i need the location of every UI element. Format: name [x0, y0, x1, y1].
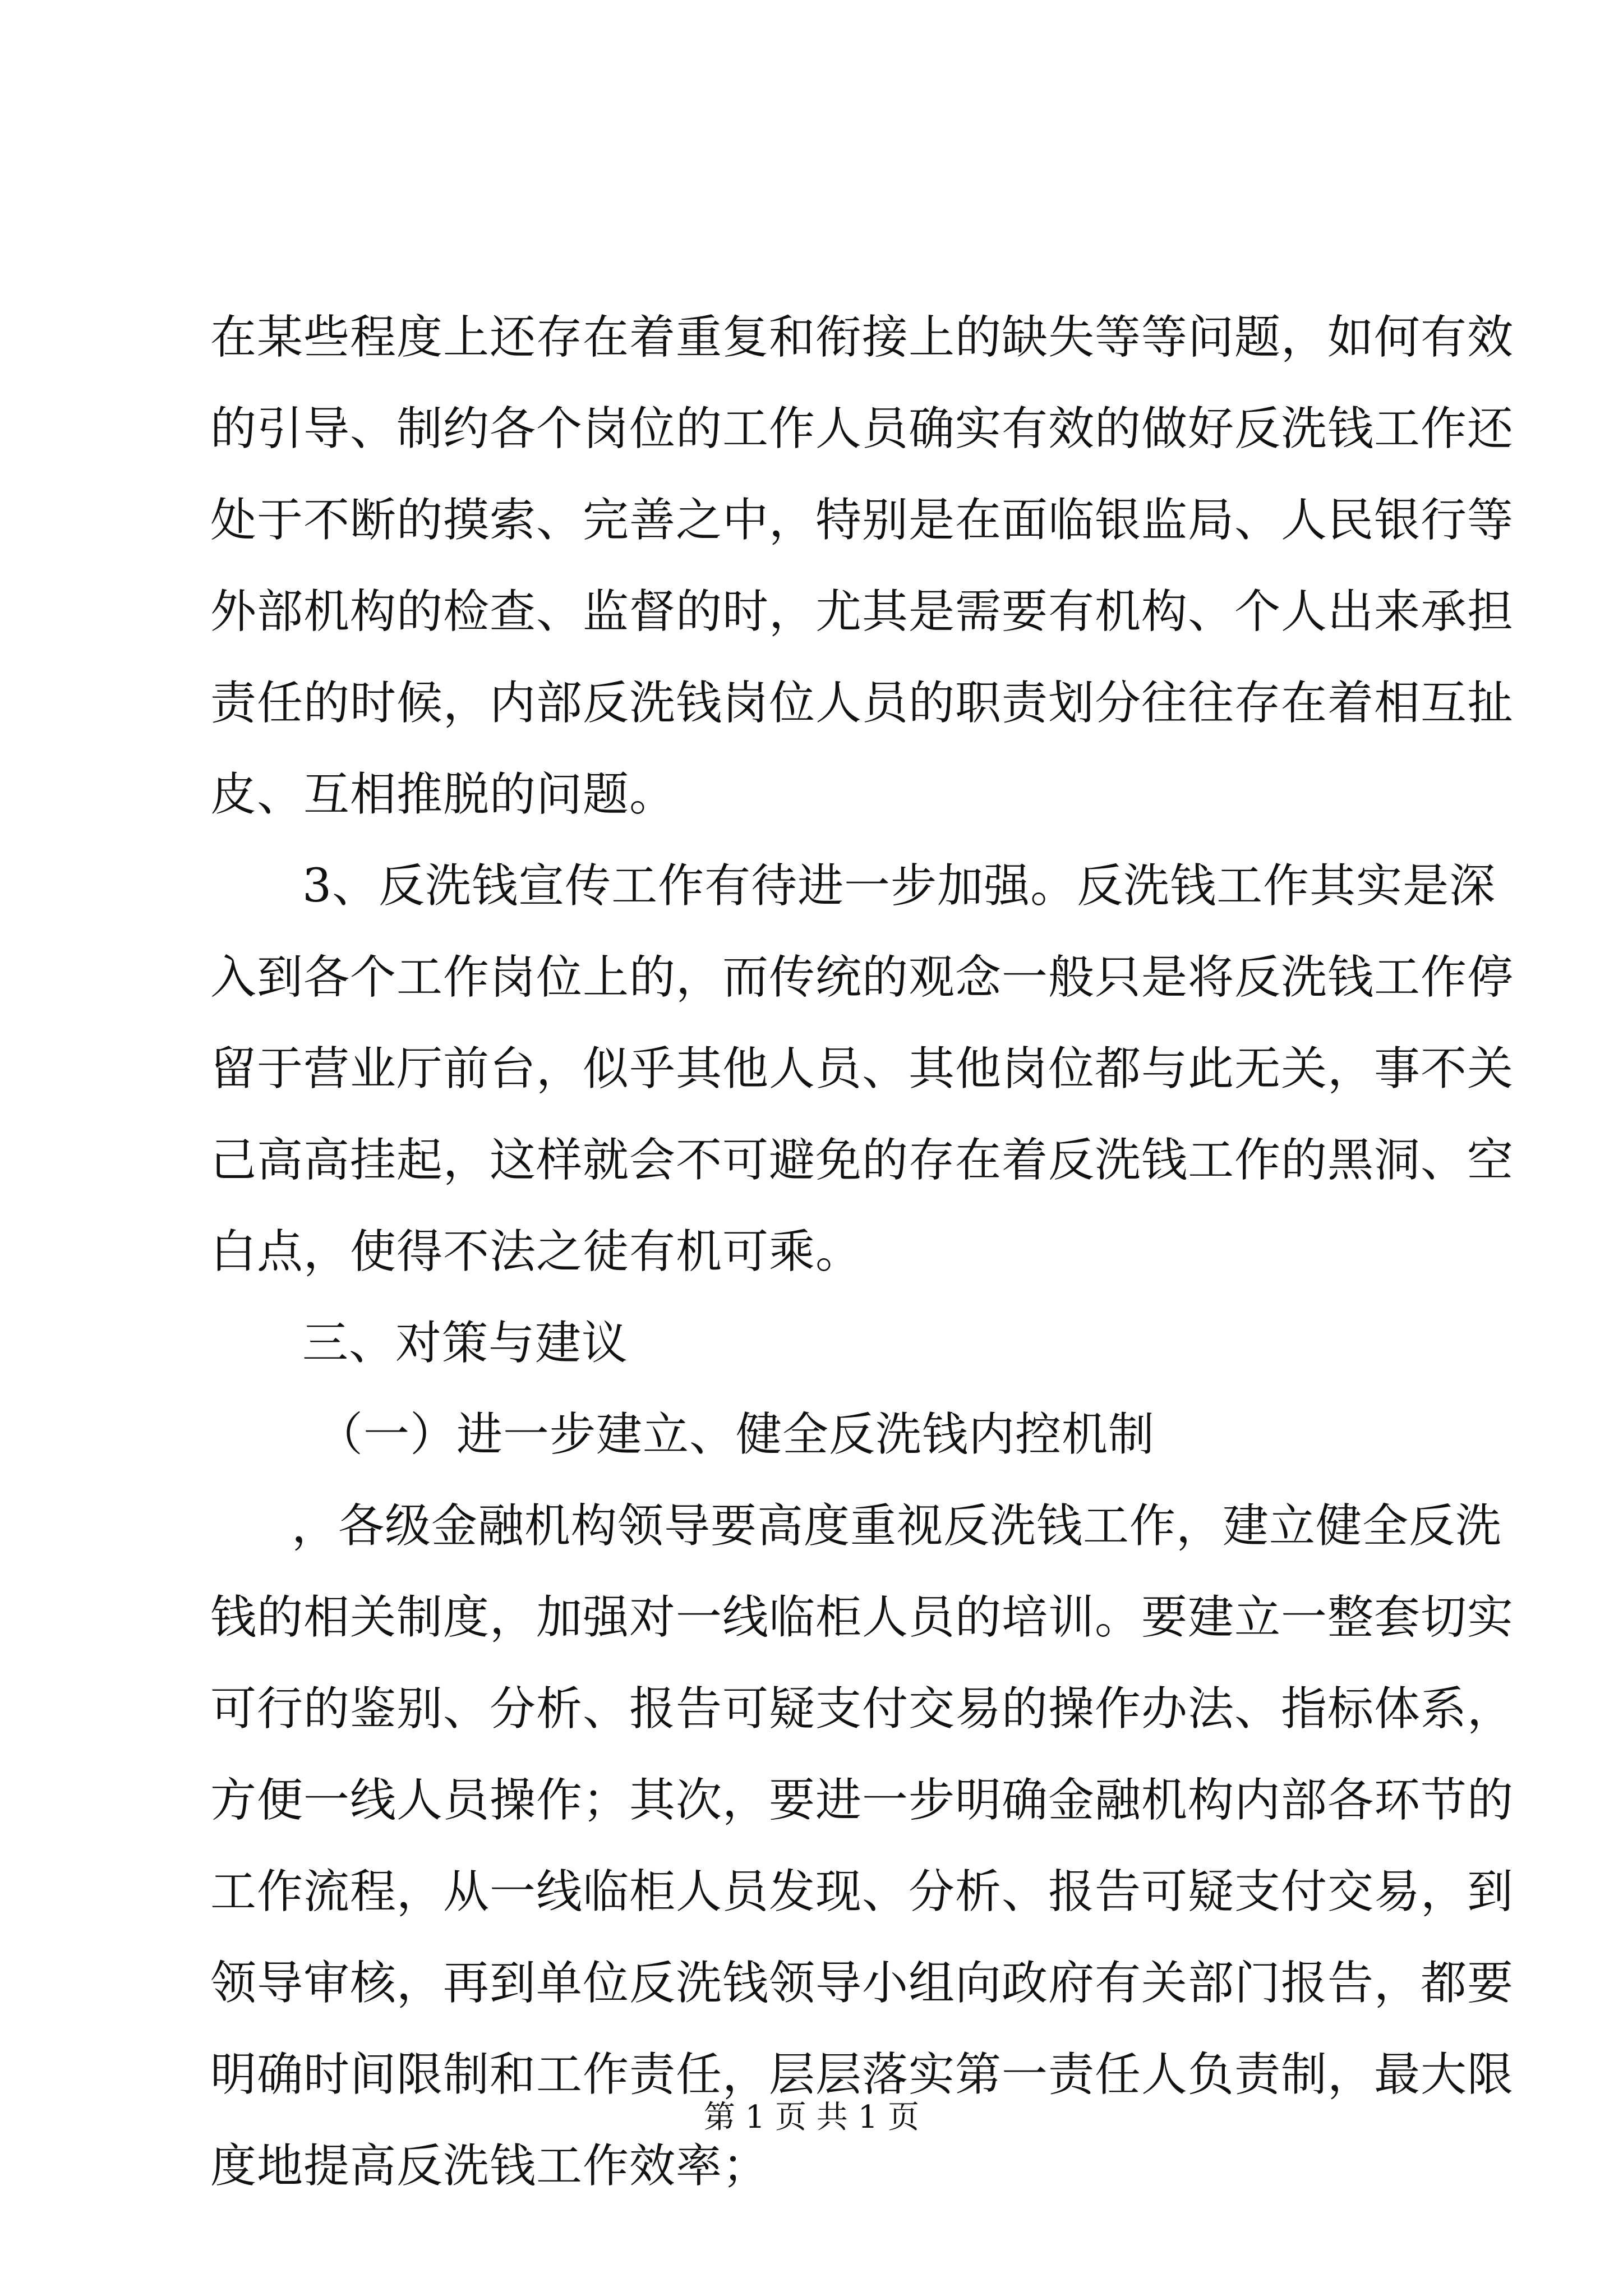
paragraph-line: 在某些程度上还存在着重复和衔接上的缺失等等问题，如何有效 [210, 311, 1514, 364]
paragraph-line: 入到各个工作岗位上的，而传统的观念一般只是将反洗钱工作停 [210, 951, 1514, 1004]
paragraph-line: 明确时间限制和工作责任，层层落实第一责任人负责制，最大限 [210, 2048, 1514, 2101]
paragraph-line: 度地提高反洗钱工作效率； [210, 2139, 769, 2193]
paragraph-line: 方便一线人员操作；其次，要进一步明确金融机构内部各环节的 [210, 1774, 1514, 1827]
section-heading: 三、对策与建议 [302, 1317, 629, 1370]
subsection-heading: （一）进一步建立、健全反洗钱内控机制 [317, 1408, 1155, 1461]
document-body [210, 292, 1514, 2212]
paragraph-line: 责任的时候，内部反洗钱岗位人员的职责划分往往存在着相互扯 [210, 677, 1514, 730]
paragraph-line: 工作流程，从一线临柜人员发现、分析、报告可疑支付交易，到 [210, 1865, 1514, 1918]
paragraph-line: 的引导、制约各个岗位的工作人员确实有效的做好反洗钱工作还 [210, 402, 1514, 455]
page-footer: 第 1 页 共 1 页 [703, 2099, 920, 2136]
paragraph-line: 钱的相关制度，加强对一线临柜人员的培训。要建立一整套切实 [210, 1591, 1514, 1644]
paragraph-line: 3、反洗钱宣传工作有待进一步加强。反洗钱工作其实是深 [302, 859, 1496, 913]
paragraph-line: 己高高挂起，这样就会不可避免的存在着反洗钱工作的黑洞、空 [210, 1134, 1514, 1187]
paragraph-line: 白点，使得不法之徒有机可乘。 [210, 1225, 863, 1278]
paragraph-line: 处于不断的摸索、完善之中，特别是在面临银监局、人民银行等 [210, 494, 1514, 547]
paragraph-line: 领导审核，再到单位反洗钱领导小组向政府有关部门报告，都要 [210, 1957, 1514, 2010]
paragraph-line: 留于营业厅前台，似乎其他人员、其他岗位都与此无关，事不关 [210, 1042, 1514, 1096]
paragraph-line: 可行的鉴别、分析、报告可疑支付交易的操作办法、指标体系， [210, 1682, 1514, 1736]
paragraph-line: 皮、互相推脱的问题。 [210, 768, 676, 821]
paragraph-line: ，各级金融机构领导要高度重视反洗钱工作，建立健全反洗 [292, 1499, 1502, 1553]
paragraph-line: 外部机构的检查、监督的时，尤其是需要有机构、个人出来承担 [210, 585, 1514, 638]
